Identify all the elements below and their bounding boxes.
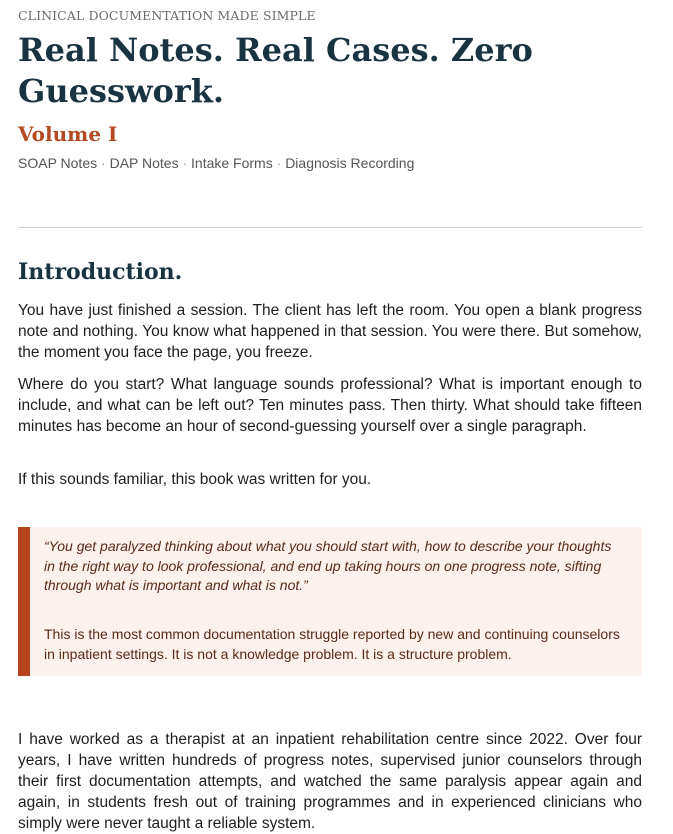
intro-paragraph-1: You have just finished a session. The client has left the room. You open a blank progress note and nothing. You know what happened in that session. You were there. But somehow, the moment you face the page, you freeze. bbox=[18, 302, 642, 361]
topic-separator: · bbox=[272, 155, 286, 171]
kicker-text: CLINICAL DOCUMENTATION MADE SIMPLE bbox=[18, 8, 316, 23]
section-divider bbox=[18, 227, 642, 228]
topic-soap-notes: SOAP Notes bbox=[18, 155, 98, 171]
topics-list bbox=[18, 155, 414, 171]
quote-callout bbox=[18, 527, 642, 676]
topic-separator: · bbox=[97, 155, 110, 171]
intro-paragraph-2: Where do you start? What language sounds professional? What is important enough to include, and what can be left out? Ten minutes pass. Then thirty. What should take fifteen minutes has become an hour of second-guessing yourself over a single paragraph. bbox=[18, 376, 642, 435]
callout-note: This is the most common documentation struggle reported by new and continuing counselors in inpatient settings. It is not a knowledge problem. It is a structure problem. bbox=[44, 626, 620, 662]
callout-quote: “You get paralyzed thinking about what you should start with, how to describe your thoughts in the right way to look professional, and end up taking hours on one progress note, sifting through what is important and what is not.” bbox=[44, 538, 612, 593]
volume-label: Volume I bbox=[18, 122, 118, 146]
page-title: Real Notes. Real Cases. Zero Guesswork. bbox=[18, 31, 533, 110]
topic-diagnosis-recording: Diagnosis Recording bbox=[285, 155, 415, 171]
topic-separator: · bbox=[178, 155, 192, 171]
intro-paragraph-3: If this sounds familiar, this book was written for you. bbox=[18, 471, 372, 488]
topic-dap-notes: DAP Notes bbox=[109, 155, 179, 171]
introduction-heading: Introduction. bbox=[18, 259, 183, 285]
body-paragraph: I have worked as a therapist at an inpatient rehabilitation centre since 2022. Over four years, I have written hundreds of progress notes, supervised junior counselors through their first documentation attempts, and watched the same paralysis appear again and again, in students fresh out of training programmes and in experienced clinicians who simply were never taught a reliable system. bbox=[18, 731, 642, 832]
topic-intake-forms: Intake Forms bbox=[191, 155, 273, 171]
